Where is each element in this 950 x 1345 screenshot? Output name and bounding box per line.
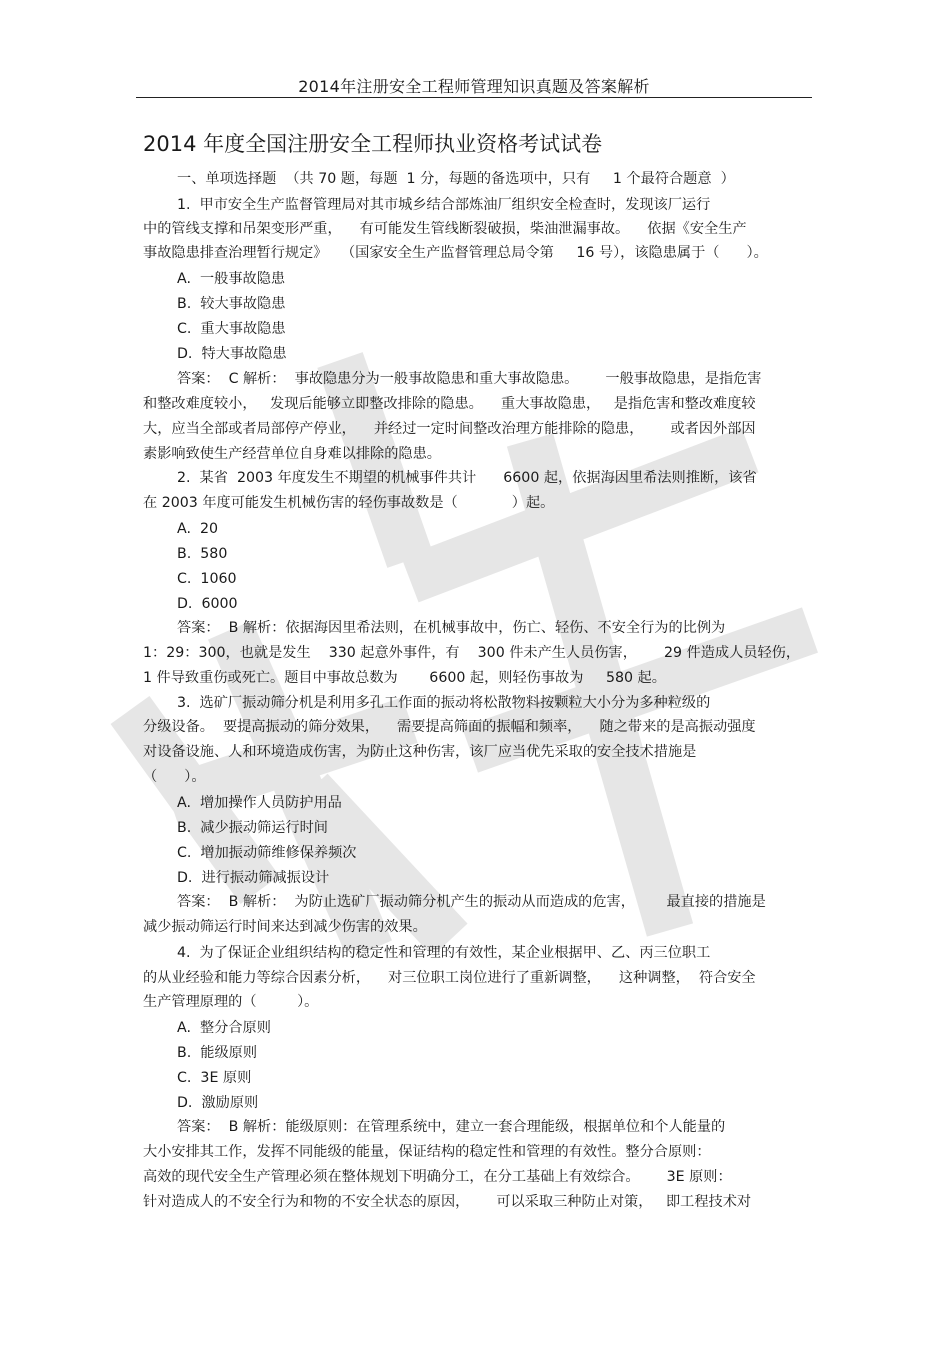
question-2-option-d: D. 6000: [177, 596, 238, 612]
question-3-stem-line-4: （ ）。: [143, 769, 206, 785]
question-1-option-a: A. 一般事故隐患: [177, 271, 286, 287]
question-1-stem-line-1: 1. 甲市安全生产监督管理局对其市城乡结合部炼油厂组织安全检查时，发现该厂运行: [177, 197, 711, 213]
question-2-option-b: B. 580: [177, 546, 228, 562]
question-1-answer-line-1: 答案： C 解析： 事故隐患分为一般事故隐患和重大事故隐患。 一般事故隐患，是指危害: [177, 371, 762, 387]
question-1-answer-line-4: 素影响致使生产经营单位自身难以排除的隐患。: [143, 446, 441, 462]
question-2-option-c: C. 1060: [177, 571, 237, 587]
question-2-stem-line-2: 在 2003 年度可能发生机械伤害的轻伤事故数是（ ）起。: [143, 495, 555, 511]
question-2-answer-line-1: 答案： B 解析：依据海因里希法则，在机械事故中，伤亡、轻伤、不安全行为的比例为: [177, 620, 726, 636]
question-1-option-d: D. 特大事故隐患: [177, 346, 287, 362]
question-1-option-c: C. 重大事故隐患: [177, 321, 286, 337]
question-4-stem-line-1: 4. 为了保证企业组织结构的稳定性和管理的有效性，某企业根据甲、乙、丙三位职工: [177, 945, 711, 961]
question-2-option-a: A. 20: [177, 521, 219, 537]
question-2-answer-line-2: 1：29：300，也就是发生 330 起意外事件，有 300 件未产生人员伤害， 29 件造成人员轻伤，: [143, 645, 801, 661]
question-4-answer-line-4: 针对造成人的不安全行为和物的不安全状态的原因， 可以采取三种防止对策， 即工程技术对: [143, 1194, 752, 1210]
question-3-answer-line-2: 减少振动筛运行时间来达到减少伤害的效果。: [143, 919, 427, 935]
header-divider: [136, 97, 812, 98]
question-1-answer-line-2: 和整改难度较小， 发现后能够立即整改排除的隐患。 重大事故隐患， 是指危害和整改难度较: [143, 396, 756, 412]
question-4-option-a: A. 整分合原则: [177, 1020, 271, 1036]
question-3-option-c: C. 增加振动筛维修保养频次: [177, 845, 357, 861]
question-2-stem-line-1: 2. 某省 2003 年度发生不期望的机械事件共计 6600 起，依据海因里希法则推断，该省: [177, 470, 757, 486]
document-title: 2014 年度全国注册安全工程师执业资格考试试卷: [143, 132, 603, 156]
question-3-stem-line-1: 3. 选矿厂振动筛分机是利用多孔工作面的振动将松散物料按颗粒大小分为多种粒级的: [177, 695, 711, 711]
question-4-stem-line-3: 生产管理原理的（ ）。: [143, 994, 319, 1010]
question-1-answer-line-3: 大，应当全部或者局部停产停业， 并经过一定时间整改治理方能排除的隐患， 或者因外部因: [143, 421, 756, 437]
running-header: 2014年注册安全工程师管理知识真题及答案解析: [298, 77, 650, 96]
question-1-option-b: B. 较大事故隐患: [177, 296, 286, 312]
question-3-answer-line-1: 答案： B 解析： 为防止选矿厂振动筛分机产生的振动从而造成的危害， 最直接的措施是: [177, 894, 766, 910]
question-1-stem-line-3: 事故隐患排查治理暂行规定》 （国家安全生产监督管理总局令第 16 号），该隐患属于（ ）。: [143, 245, 768, 261]
question-4-option-c: C. 3E 原则: [177, 1070, 252, 1086]
question-3-option-a: A. 增加操作人员防护用品: [177, 795, 342, 811]
question-4-answer-line-3: 高效的现代安全生产管理必须在整体规划下明确分工，在分工基础上有效综合。 3E 原则：: [143, 1169, 732, 1185]
question-4-option-b: B. 能级原则: [177, 1045, 258, 1061]
question-4-option-d: D. 激励原则: [177, 1095, 259, 1111]
question-4-stem-line-2: 的从业经验和能力等综合因素分析， 对三位职工岗位进行了重新调整， 这种调整， 符合安全: [143, 970, 756, 986]
question-3-stem-line-3: 对设备设施、人和环境造成伤害，为防止这种伤害，该厂应当优先采取的安全技术措施是: [143, 744, 697, 760]
question-4-answer-line-2: 大小安排其工作，发挥不同能级的能量，保证结构的稳定性和管理的有效性。整分合原则：: [143, 1144, 711, 1160]
question-4-answer-line-1: 答案： B 解析：能级原则：在管理系统中，建立一套合理能级，根据单位和个人能量的: [177, 1119, 726, 1135]
question-3-stem-line-2: 分级设备。 要提高振动的筛分效果， 需要提高筛面的振幅和频率， 随之带来的是高振动强度: [143, 719, 756, 735]
question-1-stem-line-2: 中的管线支撑和吊架变形严重， 有可能发生管线断裂破损，柴油泄漏事故。 依据《安全生产: [143, 221, 747, 237]
question-3-option-b: B. 减少振动筛运行时间: [177, 820, 328, 836]
question-3-option-d: D. 进行振动筛减振设计: [177, 870, 330, 886]
question-2-answer-line-3: 1 件导致重伤或死亡。题目中事故总数为 6600 起，则轻伤事故为 580 起。: [143, 670, 666, 686]
section-heading: 一、单项选择题 （共 70 题，每题 1 分，每题的备选项中，只有 1 个最符合题意 ）: [177, 171, 735, 187]
